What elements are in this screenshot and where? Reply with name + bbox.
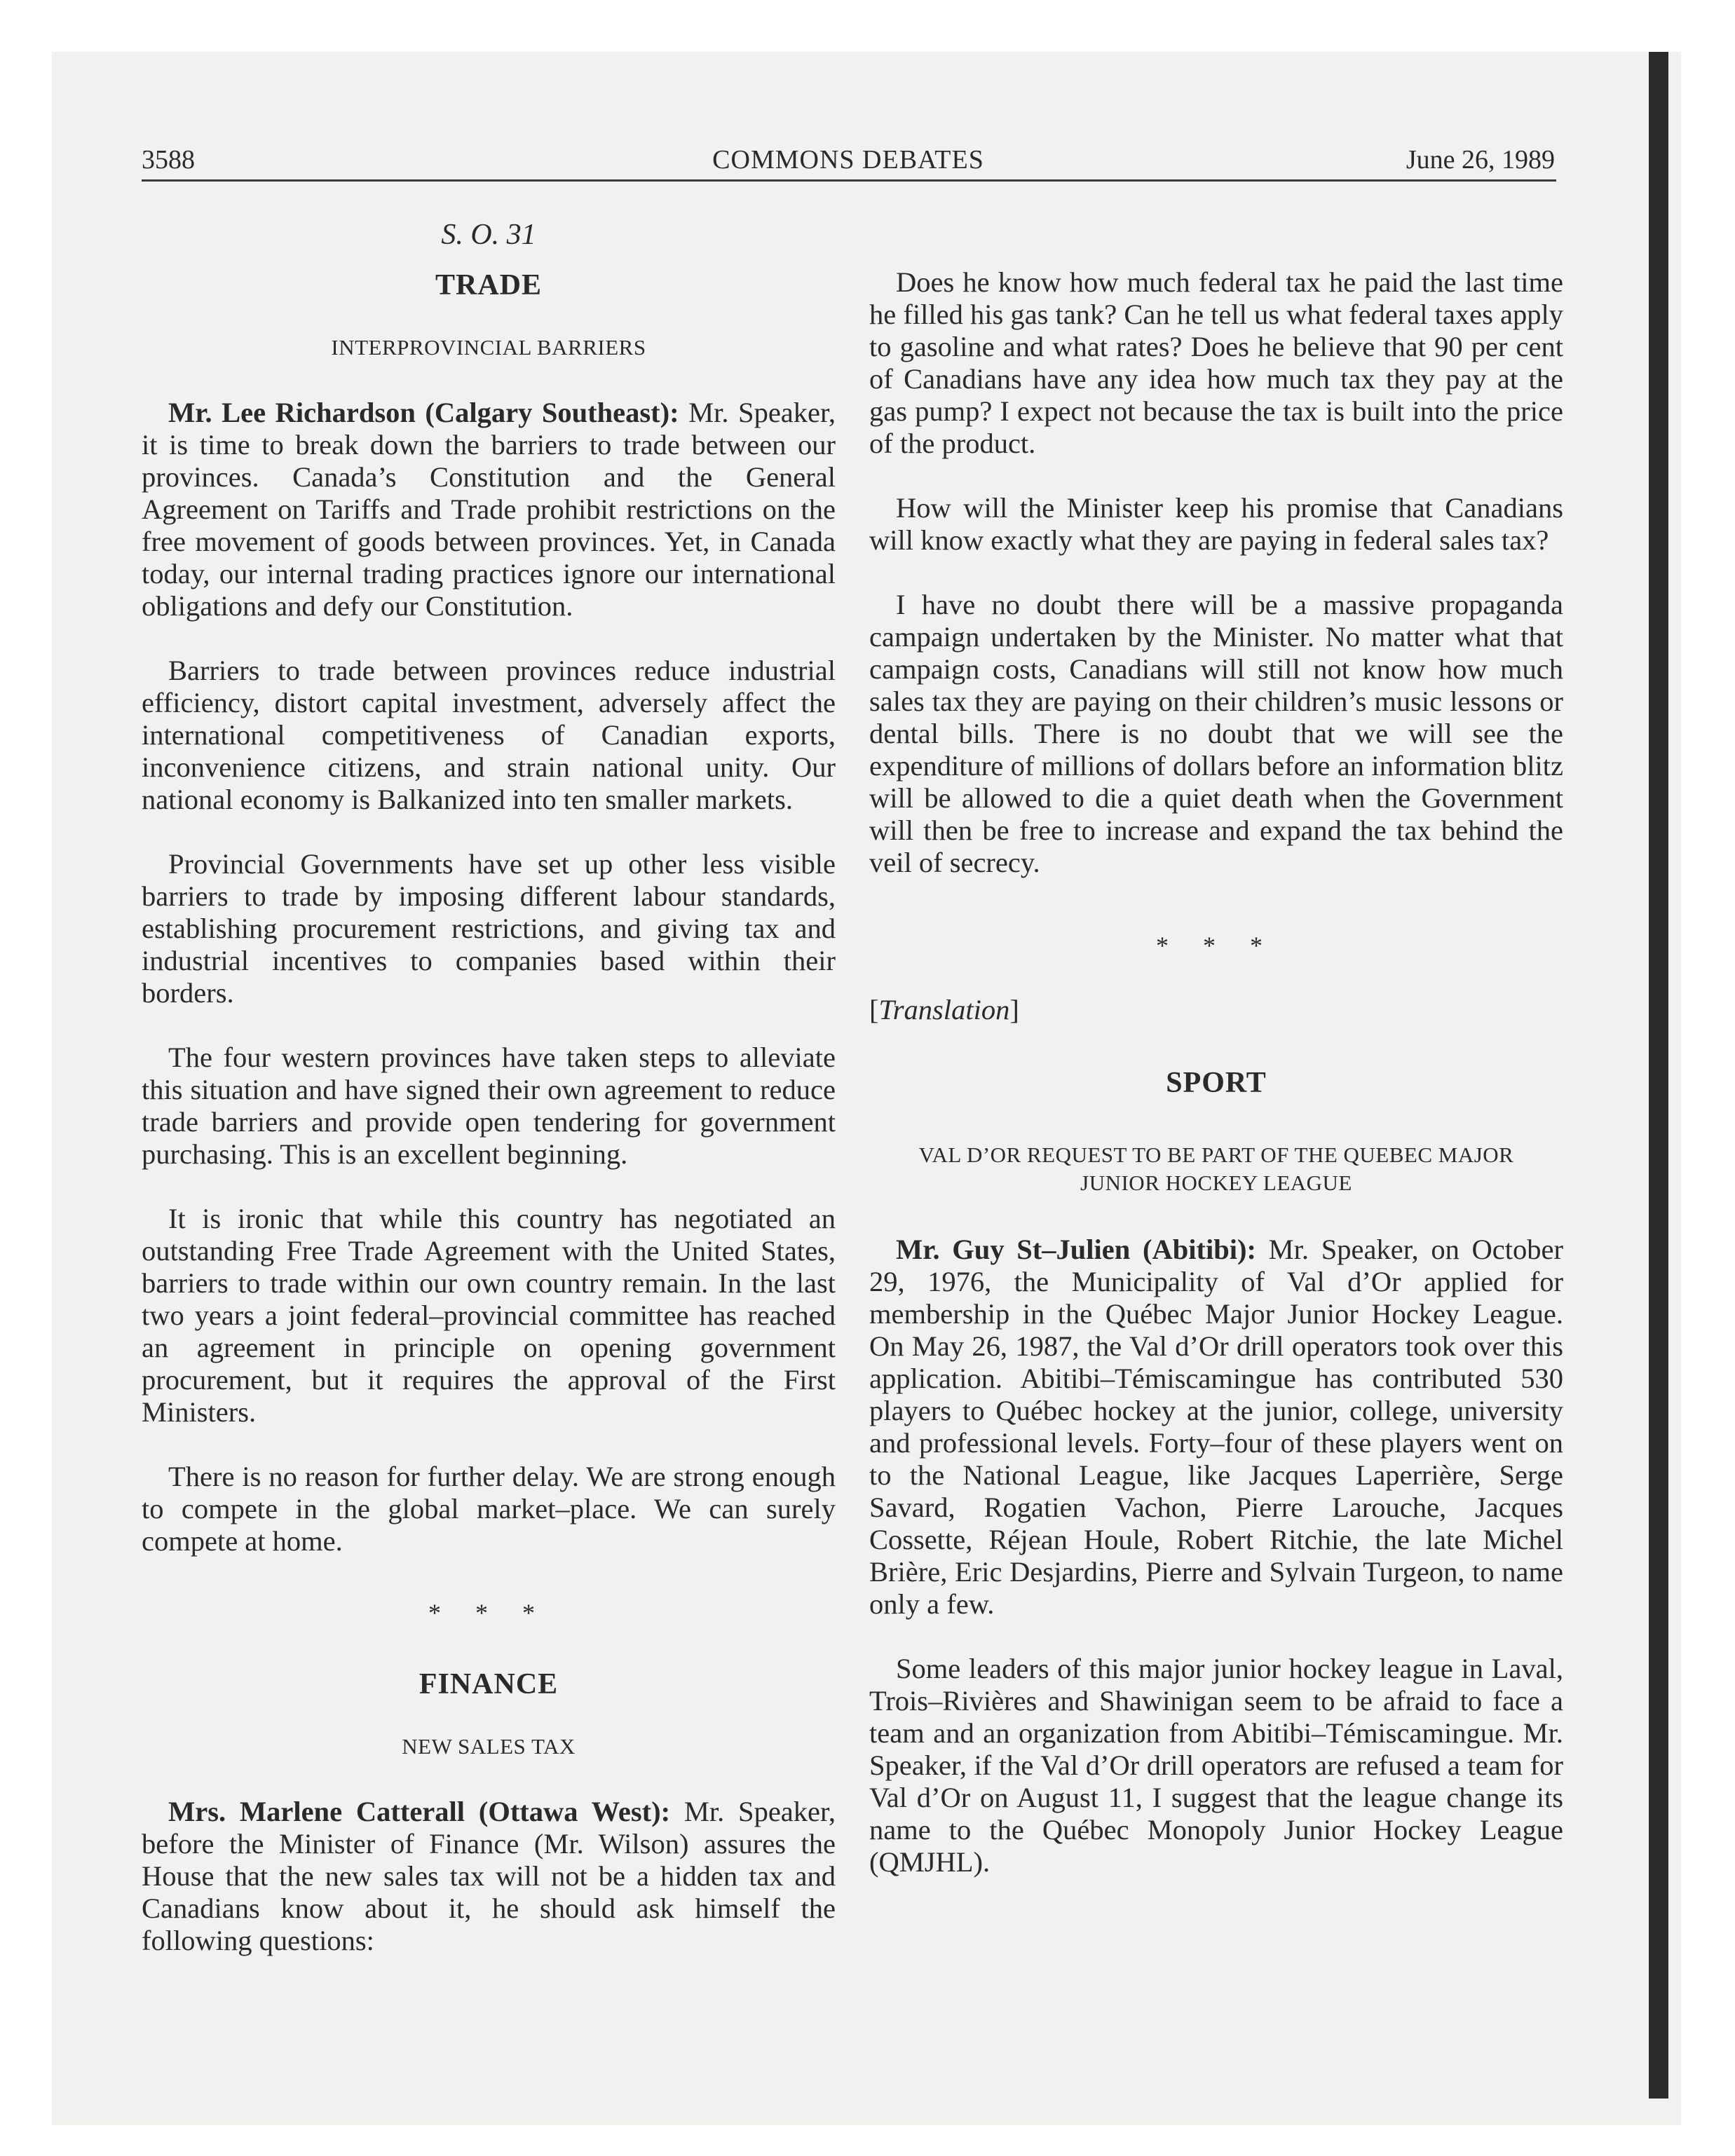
- trade-subheading: INTERPROVINCIAL BARRIERS: [331, 335, 646, 360]
- sport-paragraph-1-text: Mr. Speaker, on October 29, 1976, the Municipality of Val d’Or applied for membership in the Québec Major Junior Hockey League. On May 26, 1987, the Val d’Or drill operators took over this application. Abitibi–Témiscamingue has contributed 530 players to Québec hockey at the junior, college, university and professional levels. Forty–four of these players went on to the National League, like Jacques Laperrière, Serge Savard, Rogatien Vachon, Pierre Larouche, Jacques Cossette, Réjean Houle, Robert Ritchie, the late Michel Brière, Eric Desjardins, Pierre and Sylvain Turgeon, to name only a few.: [869, 1234, 1563, 1620]
- finance-paragraph-2: Does he know how much federal tax he paid the last time he filled his gas tank? Can he tell us what federal taxes apply to gasoline and what rates? Does he believe that 90 per cent of Canadians have any idea how much tax they pay at the gas pump? I expect not because the tax is built into the price of the product.: [869, 266, 1563, 459]
- finance-paragraph-4: I have no doubt there will be a massive propaganda campaign undertaken by the Minister. No matter what that campaign costs, Canadians will still not know how much sales tax they are paying on their children’s music lessons or dental bills. There is no doubt that we will see the expenditure of millions of dollars before an information blitz will be allowed to die a quiet death when the Government will then be free to increase and expand the tax behind the veil of secrecy.: [869, 589, 1563, 878]
- bracket-open: [: [869, 994, 879, 1025]
- sport-subheading: VAL D’OR REQUEST TO BE PART OF THE QUEBEC MAJOR JUNIOR HOCKEY LEAGUE: [918, 1142, 1514, 1195]
- trade-paragraph-4: The four western provinces have taken steps to alleviate this situation and have signed their own agreement to reduce trade barriers and provide open tendering for government purchasing. This is an excellent beginning.: [142, 1042, 836, 1170]
- finance-paragraph-1: [142, 1796, 836, 1957]
- finance-heading: FINANCE: [419, 1668, 559, 1700]
- trade-paragraph-2: Barriers to trade between provinces reduce industrial efficiency, distort capital investment, adversely affect the international competitiveness of Canadian exports, inconvenience citizens, and strain national unity. Our national economy is Balkanized into ten smaller markets.: [142, 655, 836, 815]
- speaker-catterall: Mrs. Marlene Catterall (Ottawa West):: [168, 1796, 671, 1827]
- trade-heading: TRADE: [435, 269, 543, 301]
- sport-heading: SPORT: [1166, 1067, 1267, 1099]
- sitting-date: June 26, 1989: [1406, 145, 1555, 175]
- running-head: [142, 142, 1555, 178]
- sport-paragraph-2: Some leaders of this major junior hockey league in Laval, Trois–Rivières and Shawinigan seem to be afraid to face a team and an organization from Abitibi–Témiscamingue. Mr. Speaker, if the Val d’Or drill operators are refused a team for Val d’Or on August 11, I suggest that the league change its name to the Québec Monopoly Junior Hockey League (QMJHL).: [869, 1653, 1563, 1878]
- speaker-richardson: Mr. Lee Richardson (Calgary Southeast):: [168, 397, 679, 428]
- page-number: 3588: [142, 145, 195, 175]
- scan-edge-bar: [1649, 52, 1668, 2099]
- section-separator-right: * * *: [1156, 932, 1277, 960]
- trade-paragraph-6: There is no reason for further delay. We are strong enough to compete in the global market–place. We can surely compete at home.: [142, 1461, 836, 1557]
- finance-paragraph-1-text: Mr. Speaker, before the Minister of Finance (Mr. Wilson) assures the House that the new sales tax will not be a hidden tax and Canadians know about it, he should ask himself the following questions:: [142, 1796, 836, 1956]
- sport-paragraph-1: [869, 1234, 1563, 1621]
- left-column: [142, 210, 836, 1957]
- translation-label: [869, 994, 1563, 1026]
- header-rule: [142, 179, 1556, 182]
- trade-paragraph-5: It is ironic that while this country has negotiated an outstanding Free Trade Agreement with the United States, barriers to trade within our own country remain. In the last two years a joint federal–provincial committee has reached an agreement in principle on opening government procurement, but it requires the approval of the First Ministers.: [142, 1203, 836, 1428]
- standing-order-label: S. O. 31: [441, 219, 536, 251]
- translation-text: Translation: [878, 994, 1010, 1025]
- finance-subheading: NEW SALES TAX: [402, 1734, 576, 1759]
- right-column: [869, 266, 1563, 1878]
- bracket-close: ]: [1009, 994, 1019, 1025]
- section-separator: * * *: [428, 1599, 549, 1627]
- trade-paragraph-1: [142, 397, 836, 622]
- finance-paragraph-3: How will the Minister keep his promise that Canadians will know exactly what they are paying in federal sales tax?: [869, 492, 1563, 556]
- speaker-st-julien: Mr. Guy St–Julien (Abitibi):: [896, 1234, 1256, 1265]
- publication-title: COMMONS DEBATES: [712, 145, 984, 175]
- trade-paragraph-3: Provincial Governments have set up other less visible barriers to trade by imposing different labour standards, establishing procurement restrictions, and giving tax and industrial incentives to companies based within their borders.: [142, 848, 836, 1009]
- trade-paragraph-1-text: Mr. Speaker, it is time to break down the barriers to trade between our provinces. Canada’s Constitution and the General Agreement on Tariffs and Trade prohibit restrictions on the free movement of goods between provinces. Yet, in Canada today, our internal trading practices ignore our international obligations and defy our Constitution.: [142, 397, 836, 622]
